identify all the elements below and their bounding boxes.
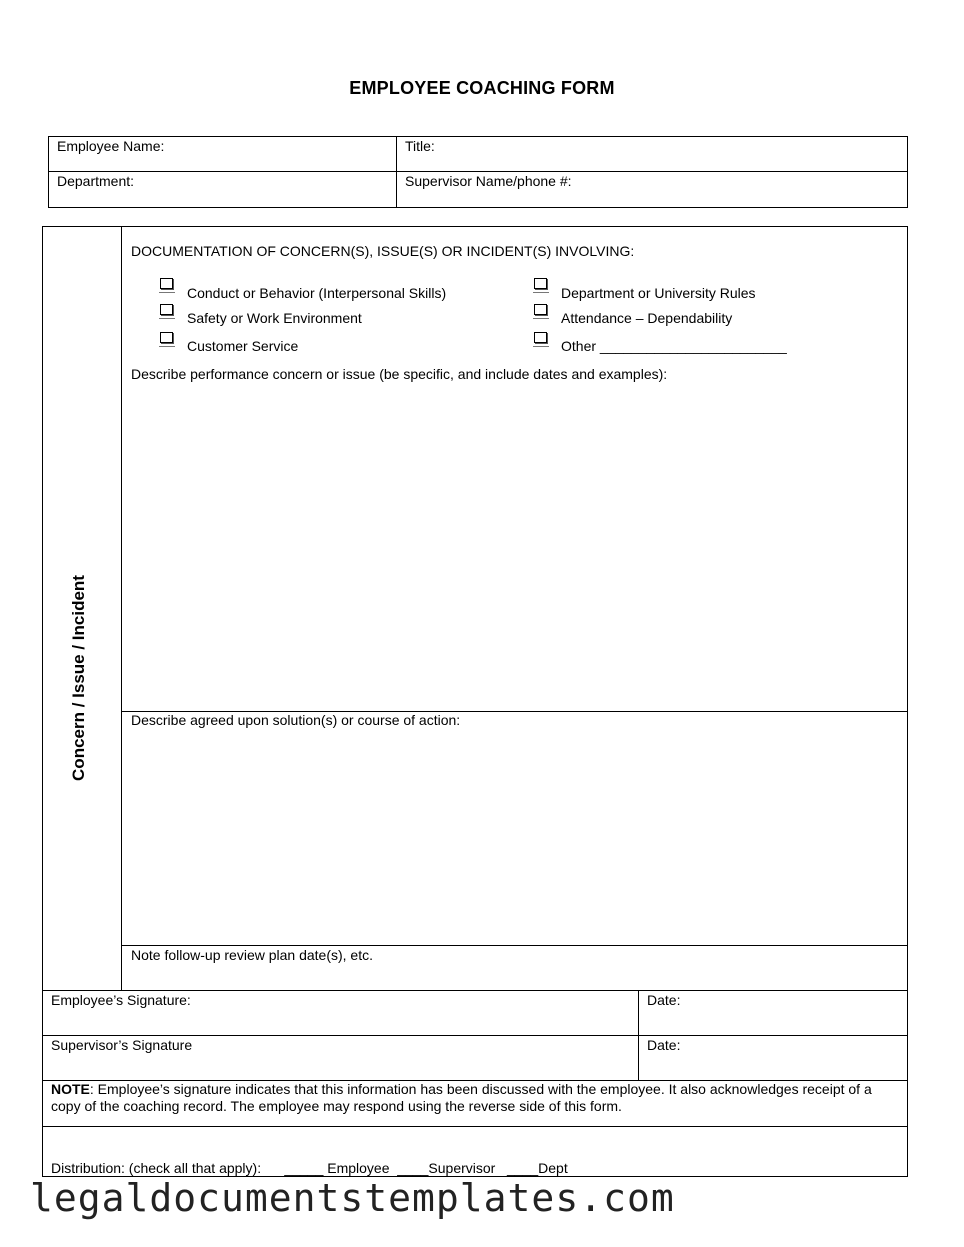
header-table	[48, 136, 908, 208]
supervisor-date-field[interactable]: Date:	[647, 1037, 681, 1053]
title-field[interactable]: Title:	[405, 138, 435, 154]
attendance-checkbox[interactable]	[534, 304, 547, 315]
solution-field[interactable]: Describe agreed upon solution(s) or course of action:	[131, 712, 461, 728]
note-body: : Employee’s signature indicates that this information has been discussed with the employee. It also acknowledges receipt of a copy of the coaching record. The employee may respond using the reverse side of this form.	[51, 1081, 872, 1114]
supervisor-field[interactable]: Supervisor Name/phone #:	[405, 173, 572, 189]
note-bottom-line	[42, 1126, 908, 1127]
safety-label: Safety or Work Environment	[187, 310, 362, 326]
side-column-divider	[121, 226, 122, 991]
watermark: legaldocumentstemplates.com	[30, 1176, 675, 1220]
form-title: EMPLOYEE COACHING FORM	[349, 78, 615, 98]
conduct-checkbox[interactable]	[160, 278, 173, 289]
header-divider	[48, 171, 908, 172]
safety-checkbox[interactable]	[160, 304, 173, 315]
note-text	[51, 1081, 901, 1115]
documentation-heading: DOCUMENTATION OF CONCERN(S), ISSUE(S) OR INCIDENT(S) INVOLVING:	[131, 243, 635, 259]
header-column-divider	[396, 136, 397, 208]
employee-signature-field[interactable]: Employee’s Signature:	[51, 992, 191, 1008]
side-label: Concern / Issue / Incident	[69, 575, 88, 781]
solution-divider	[121, 945, 908, 946]
conduct-label: Conduct or Behavior (Interpersonal Skills)	[187, 285, 447, 301]
signature-middle-line	[42, 1035, 908, 1036]
other-label[interactable]: Other ________________________	[561, 338, 787, 354]
distribution-field[interactable]: Distribution: (check all that apply): _____ Employee ____Supervisor ____Dept	[51, 1160, 568, 1176]
attendance-label: Attendance – Dependability	[561, 310, 733, 326]
customer-label: Customer Service	[187, 338, 299, 354]
concern-description-field[interactable]: Describe performance concern or issue (be specific, and include dates and examples):	[131, 366, 668, 382]
rules-label: Department or University Rules	[561, 285, 756, 301]
rules-checkbox[interactable]	[534, 278, 547, 289]
employee-name-field[interactable]: Employee Name:	[57, 138, 165, 154]
other-checkbox[interactable]	[534, 332, 547, 343]
employee-date-field[interactable]: Date:	[647, 992, 681, 1008]
note-label: NOTE	[51, 1081, 90, 1097]
followup-field[interactable]: Note follow-up review plan date(s), etc.	[131, 947, 373, 963]
supervisor-signature-field[interactable]: Supervisor’s Signature	[51, 1037, 193, 1053]
department-field[interactable]: Department:	[57, 173, 135, 189]
signature-top-line	[42, 990, 908, 991]
customer-checkbox[interactable]	[160, 332, 173, 343]
